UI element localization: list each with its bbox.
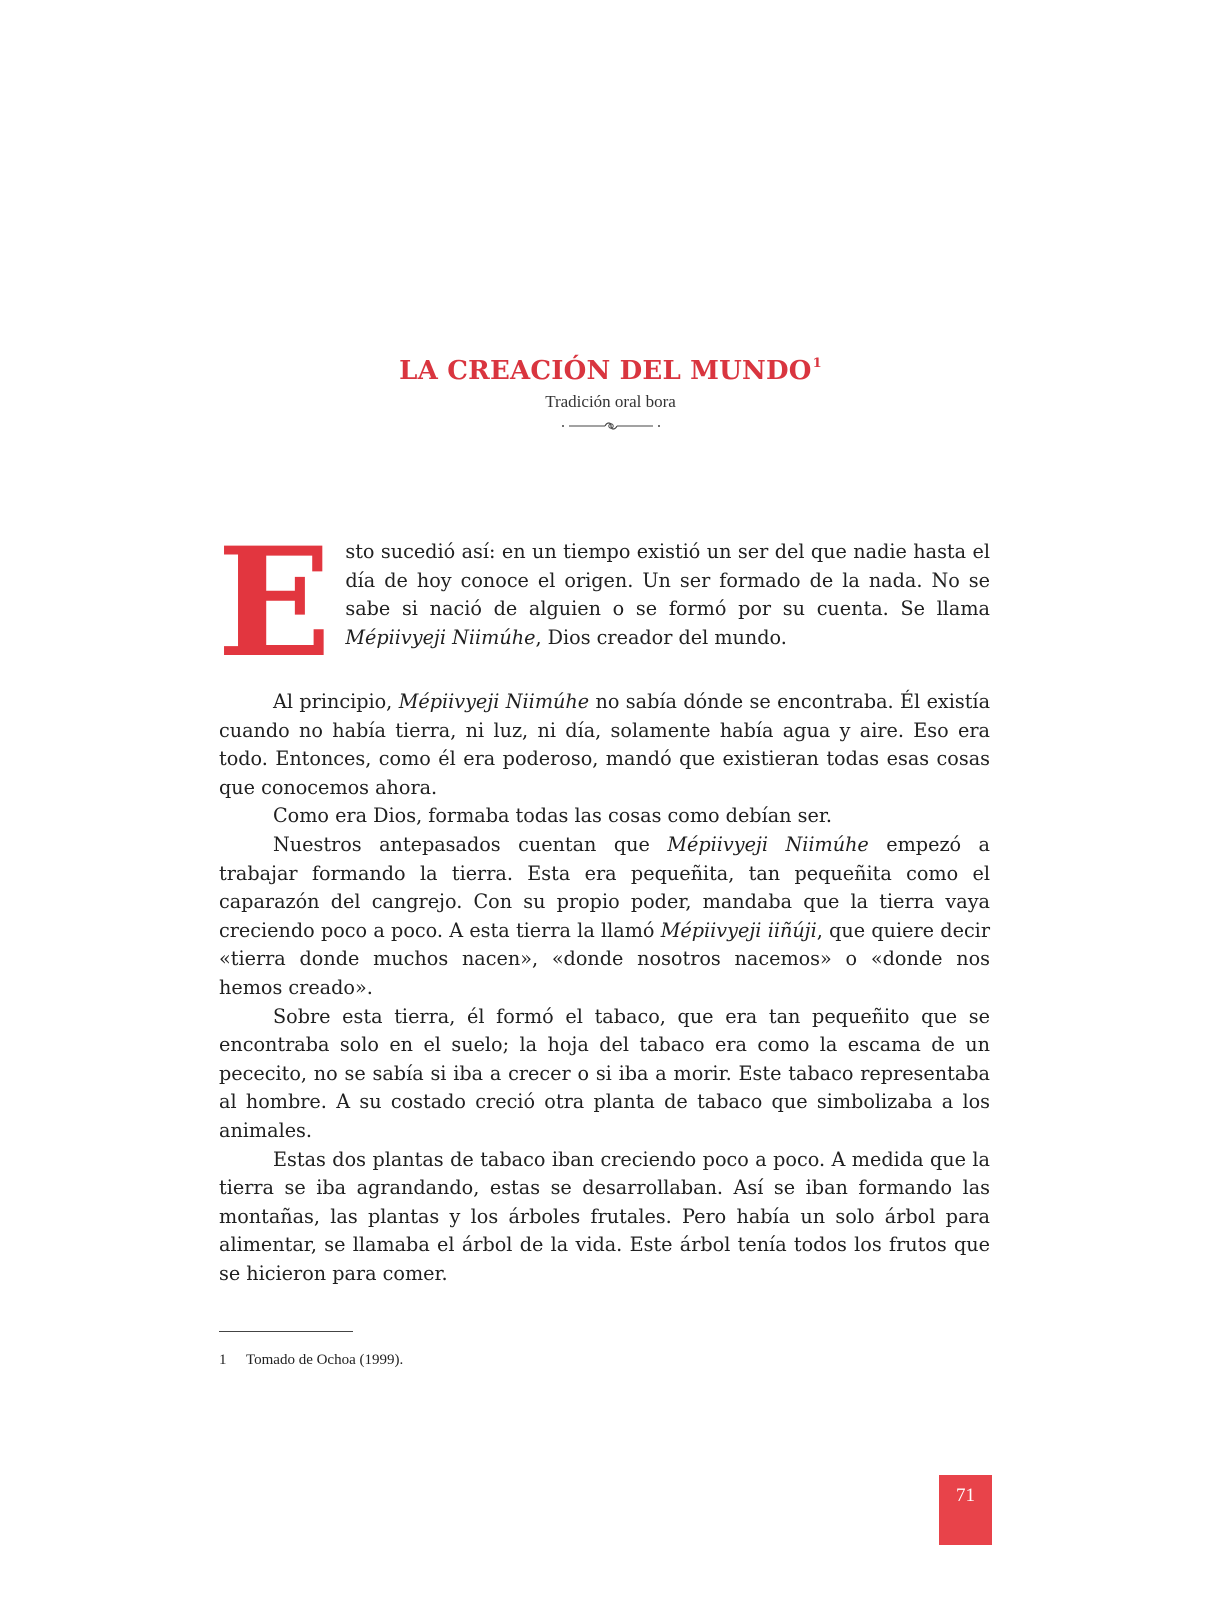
p4-text-b: empezó a trabajar formando la tierra. Esta era pequeñita, tan pequeñita como el caparazón del cangrejo. Con su propio poder, mandaba que la tierra vaya creciendo poco a poco. A esta tierra la llamó: [219, 832, 990, 942]
page-number-badge: [939, 1475, 992, 1545]
paragraph-4: [219, 831, 990, 1003]
p2-text-a: Al principio,: [273, 690, 399, 713]
p1-text-a: sto sucedió así: en un tiempo existió un ser del que nadie hasta el día de hoy conoce el origen. Un ser formado de la nada. No se sabe si nació de alguien o se formó por su cuenta. Se llama: [345, 540, 990, 621]
paragraph-5: Sobre esta tierra, él formó el tabaco, que era tan pequeñito que se encontraba solo en el suelo; la hoja del tabaco era como la escama de un pececito, no se sabía si iba a crecer o si iba a morir. Este tabaco representaba al hombre. A su costado creció otra planta de tabaco que simbolizaba a los animales.: [219, 1004, 990, 1142]
p4-italic-place: Mépiivyeji iiñúji: [660, 918, 817, 942]
p2-italic-name: Mépiivyeji Niimúhe: [398, 690, 590, 713]
footnote-text: Tomado de Ochoa (1999).: [246, 1352, 404, 1368]
footnote: [219, 1352, 403, 1369]
opening-paragraph: [217, 515, 990, 691]
chapter-header: [0, 356, 1221, 432]
chapter-title: [0, 356, 1221, 386]
footnote-rule: [219, 1331, 353, 1332]
p4-text-a: Nuestros antepasados cuentan que: [273, 832, 668, 856]
chapter-title-text: LA CREACIÓN DEL MUNDO: [399, 356, 812, 386]
page-number: 71: [956, 1485, 975, 1506]
footnote-number: 1: [219, 1352, 227, 1368]
p1-text-b: , Dios creador del mundo.: [535, 625, 787, 649]
p4-text-c: , que quiere decir «tierra donde muchos nacen», «donde nosotros nacemos» o «donde nos hemos creado».: [219, 918, 990, 999]
title-footnote-mark: 1: [812, 356, 822, 372]
p2-text-b: no sabía dónde se encontraba. Él existía cuando no había tierra, ni luz, ni día, solamente había agua y aire. Eso era todo. Entonces, como él era poderoso, mandó que existieran todas esas cosas que conocemos ahora.: [219, 690, 991, 799]
paragraph-6: Estas dos plantas de tabaco iban creciendo poco a poco. A medida que la tierra se iba agrandando, estas se desarrollaban. Así se iban formando las montañas, las plantas y los árboles frutales. Pero había un solo árbol para alimentar, se llamaba el árbol de la vida. Este árbol tenía todos los frutos que se hicieron para comer.: [219, 1147, 990, 1285]
drop-cap-letter: E: [217, 515, 332, 691]
paragraph-1: [219, 538, 990, 652]
p4-italic-name: Mépiivyeji Niimúhe: [667, 832, 869, 856]
p1-italic-name: Mépiivyeji Niimúhe: [345, 625, 536, 649]
story-body: [217, 515, 991, 1288]
paragraph-3: Como era Dios, formaba todas las cosas como debían ser.: [273, 804, 832, 828]
paragraph-2: [219, 688, 990, 802]
chapter-subtitle: Tradición oral bora: [545, 392, 676, 411]
fleuron-divider-icon: [561, 420, 661, 432]
